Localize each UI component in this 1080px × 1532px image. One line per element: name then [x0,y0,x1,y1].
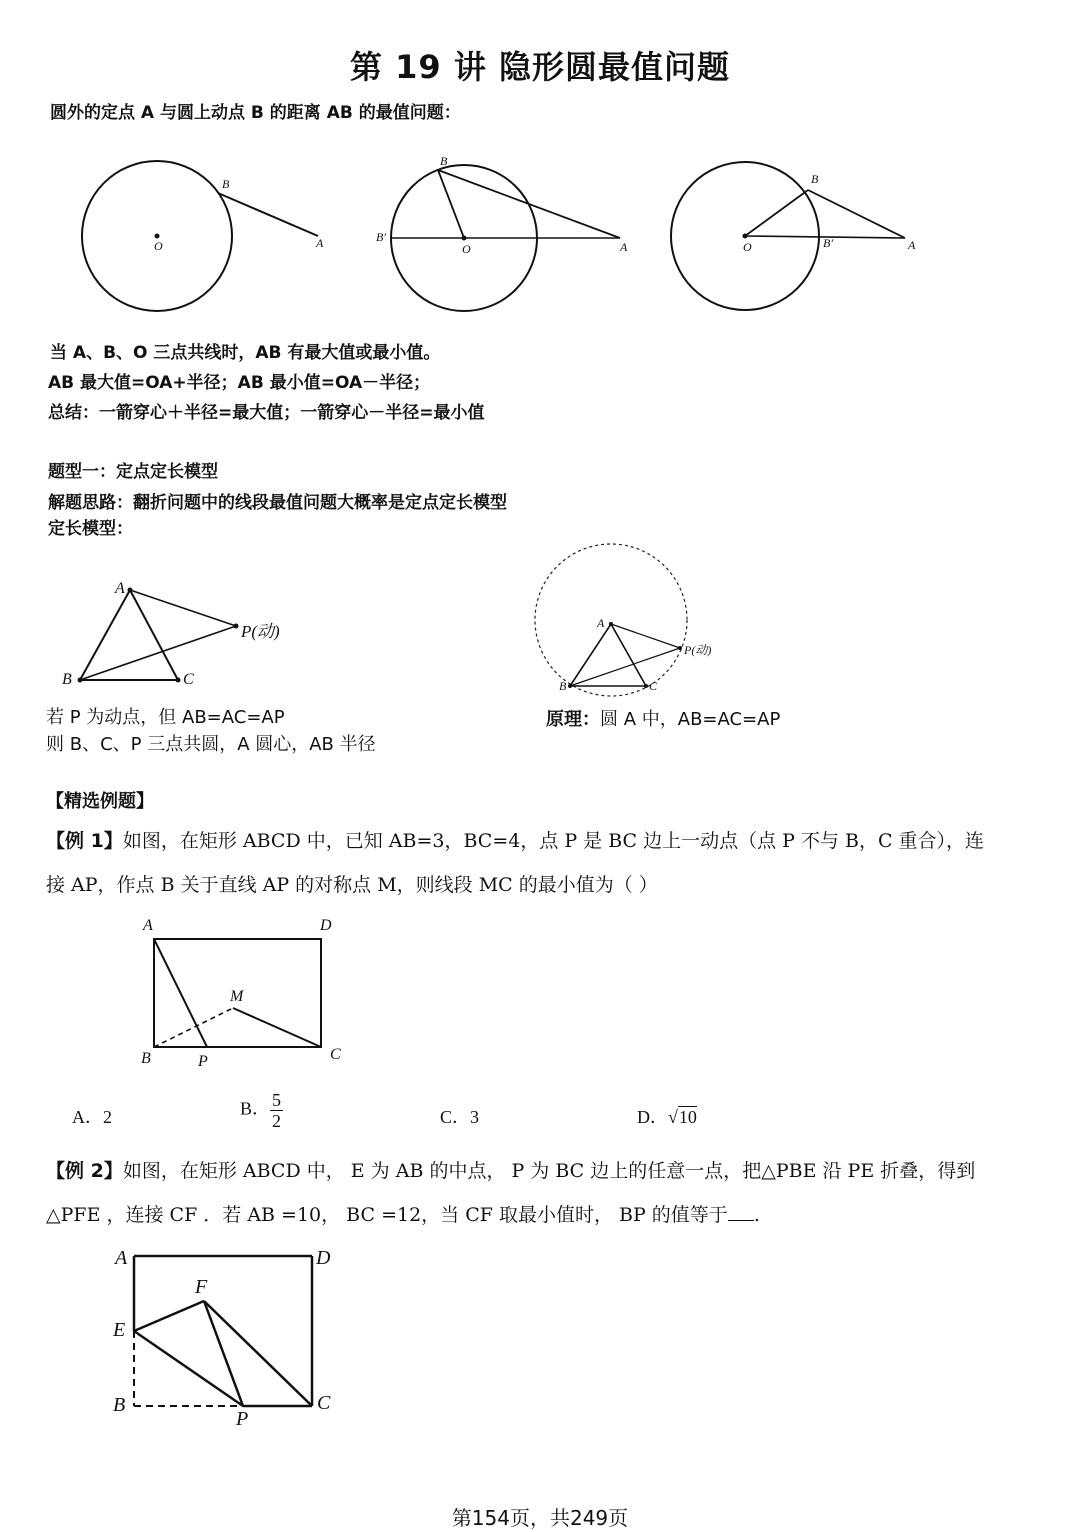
fig2-label-a: A [620,240,628,254]
sqrt-icon: √ [668,1107,678,1127]
fig3-label-a: A [908,238,916,252]
example-1-line-2: 接 AP，作点 B 关于直线 AP 的对称点 M，则线段 MC 的最小值为（ ） [46,874,658,896]
circ-label-c: C [649,679,658,693]
note-2: 则 B、C、P 三点共圆，A 圆心，AB 半径 [46,734,376,755]
tri-label-b: B [62,671,72,688]
ex1-label-b: B [141,1050,151,1067]
choice-d-prefix: D． [637,1107,668,1127]
circ-label-b: B [559,679,567,693]
fig1-label-b: B [222,177,230,191]
section-heading: 【精选例题】 [46,791,154,812]
choice-d-radicand: 10 [678,1107,697,1127]
solution-idea: 解题思路：翻折问题中的线段最值问题大概率是定点定长模型 [48,493,507,513]
fig3-label-b: B [811,172,819,186]
model-heading: 定长模型： [48,519,133,539]
ex1-label-m: M [230,988,244,1005]
tri-label-p: P(动) [241,622,280,641]
ex2-label-e: E [113,1319,126,1341]
ex2-label-b: B [113,1394,126,1416]
ex1-label-d: D [320,917,332,934]
ex2-label-a: A [115,1247,128,1269]
example-2-text-2: △PFE ，连接 CF ．若 AB =10， BC =12，当 CF 取最小值时， BP 的值等于 [46,1204,728,1226]
tri-label-a: A [115,580,125,597]
example-2-end: . [753,1204,760,1226]
ex2-label-f: F [195,1276,208,1298]
fig3-label-bprime: B′ [823,236,833,250]
page-title: 第 19 讲 隐形圆最值问题 [350,48,730,86]
ex2-label-d: D [316,1247,331,1269]
principle-label: 原理： [546,709,600,730]
ex1-label-c: C [330,1046,341,1063]
example-1-text-1: 如图，在矩形 ABCD 中，已知 AB=3，BC=4，点 P 是 BC 边上一动点（点 P 不与 B，C 重合），连 [122,830,985,852]
intro-text: 圆外的定点 A 与圆上动点 B 的距离 AB 的最值问题： [50,103,461,123]
circ-label-a: A [597,616,605,630]
circ-label-p: P(动) [684,643,712,657]
principle-text: 圆 A 中，AB=AC=AP [600,709,781,730]
choice-c[interactable]: C．3 [440,1107,480,1127]
choice-b-denominator: 2 [272,1111,282,1131]
example-2-tag: 【例 2】 [46,1160,123,1182]
rule-2: AB 最大值=OA+半径；AB 最小值=OA－半径； [48,373,431,393]
choice-a[interactable]: A．2 [72,1107,112,1127]
ex1-label-a: A [143,917,153,934]
fig1-label-o: O [154,239,163,253]
choice-b-numerator: 5 [272,1090,282,1110]
tri-label-c: C [183,671,194,688]
ex1-label-p: P [198,1053,208,1070]
rule-1: 当 A、B、O 三点共线时，AB 有最大值或最小值。 [50,343,441,363]
fig1-label-a: A [316,236,324,250]
example-1-tag: 【例 1】 [46,830,123,852]
rule-3: 总结：一箭穿心＋半径=最大值；一箭穿心－半径=最小值 [48,403,485,423]
note-1: 若 P 为动点，但 AB=AC=AP [46,707,285,728]
example-2-text-1: 如图，在矩形 ABCD 中， E 为 AB 的中点， P 为 BC 边上的任意一点，把△PBE 沿 PE 折叠，得到 [122,1160,976,1182]
choice-b-prefix: B． [240,1098,271,1119]
fig2-label-o: O [462,242,471,256]
fig2-label-bprime: B′ [376,230,386,244]
fig3-label-o: O [743,240,752,254]
ex2-label-p: P [236,1408,249,1430]
type-heading: 题型一：定点定长模型 [48,462,218,482]
page-footer: 第154页，共249页 [451,1506,629,1530]
ex2-label-c: C [317,1392,331,1414]
fig2-label-b: B [440,154,448,168]
